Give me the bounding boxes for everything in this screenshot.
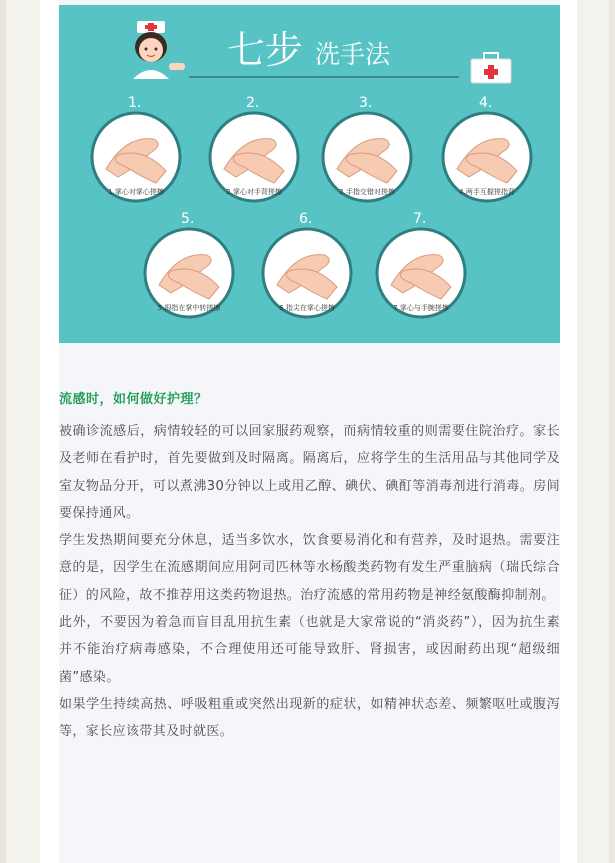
step-number: 7. — [413, 211, 427, 227]
nurse-illustration — [133, 21, 185, 79]
article-body — [59, 390, 560, 746]
step-6 — [263, 211, 351, 317]
step-number: 5. — [181, 211, 195, 227]
section-heading: 流感时，如何做好护理？ — [59, 392, 208, 407]
step-caption: 3.手指交错对搓擦 — [339, 188, 395, 196]
step-caption: 2.掌心对手背搓擦 — [226, 188, 282, 196]
paragraph-antibiotics: 此外，不要因为着急而盲目乱用抗生素（也就是大家常说的“消炎药”），因为抗生素并不能治疗病毒感染，不合理使用还可能导致肝、肾损害，或因耐药出现“超级细菌”感染。 — [59, 615, 560, 685]
step-number: 1. — [128, 95, 142, 111]
step-1 — [92, 95, 180, 201]
page-margin-right — [609, 0, 615, 863]
step-2 — [210, 95, 298, 201]
step-5 — [145, 211, 233, 317]
step-number: 2. — [246, 95, 260, 111]
paragraph-isolation: 被确诊流感后，病情较轻的可以回家服药观察，而病情较重的则需要住院治疗。家长及老师在看护时，首先要做到及时隔离。隔离后，应将学生的生活用品与其他同学及室友物品分开，可以煮沸30分钟以上或用乙醇、碘伏、碘酊等消毒剂进行消毒。房间要保持通风。 — [59, 424, 560, 521]
handwashing-poster — [59, 5, 560, 343]
paragraph-fever: 学生发热期间要充分休息，适当多饮水，饮食要易消化和有营养，及时退热。需要注意的是，因学生在流感期间应用阿司匹林等水杨酸类药物有发生严重脑病（瑞氏综合征）的风险，故不推荐用这类药物退热。治疗流感的常用药物是神经氨酸酶抑制剂。 — [59, 533, 560, 603]
step-number: 6. — [299, 211, 313, 227]
article — [59, 0, 560, 863]
step-number: 4. — [479, 95, 493, 111]
poster-graphic — [59, 5, 560, 343]
poster-title-sub: 洗手法 — [315, 40, 391, 69]
step-4 — [443, 95, 531, 201]
step-caption: 7.掌心与手腕搓擦 — [393, 304, 449, 312]
step-3 — [323, 95, 411, 201]
page-margin-left — [0, 0, 6, 863]
step-caption: 5.拇指在掌中转搓擦 — [157, 304, 221, 312]
paragraph-seek-care: 如果学生持续高热、呼吸粗重或突然出现新的症状，如精神状态差、频繁呕吐或腹泻等，家长应该带其及时就医。 — [59, 696, 560, 740]
step-caption: 4.两手互握搓指背 — [459, 188, 515, 196]
step-number: 3. — [359, 95, 373, 111]
step-caption: 6.指尖在掌心搓擦 — [279, 304, 335, 312]
poster-title-main: 七步 — [227, 28, 304, 72]
step-caption: 1.掌心对掌心搓擦 — [108, 188, 164, 196]
step-7 — [377, 211, 465, 317]
first-aid-box-icon — [471, 53, 511, 83]
